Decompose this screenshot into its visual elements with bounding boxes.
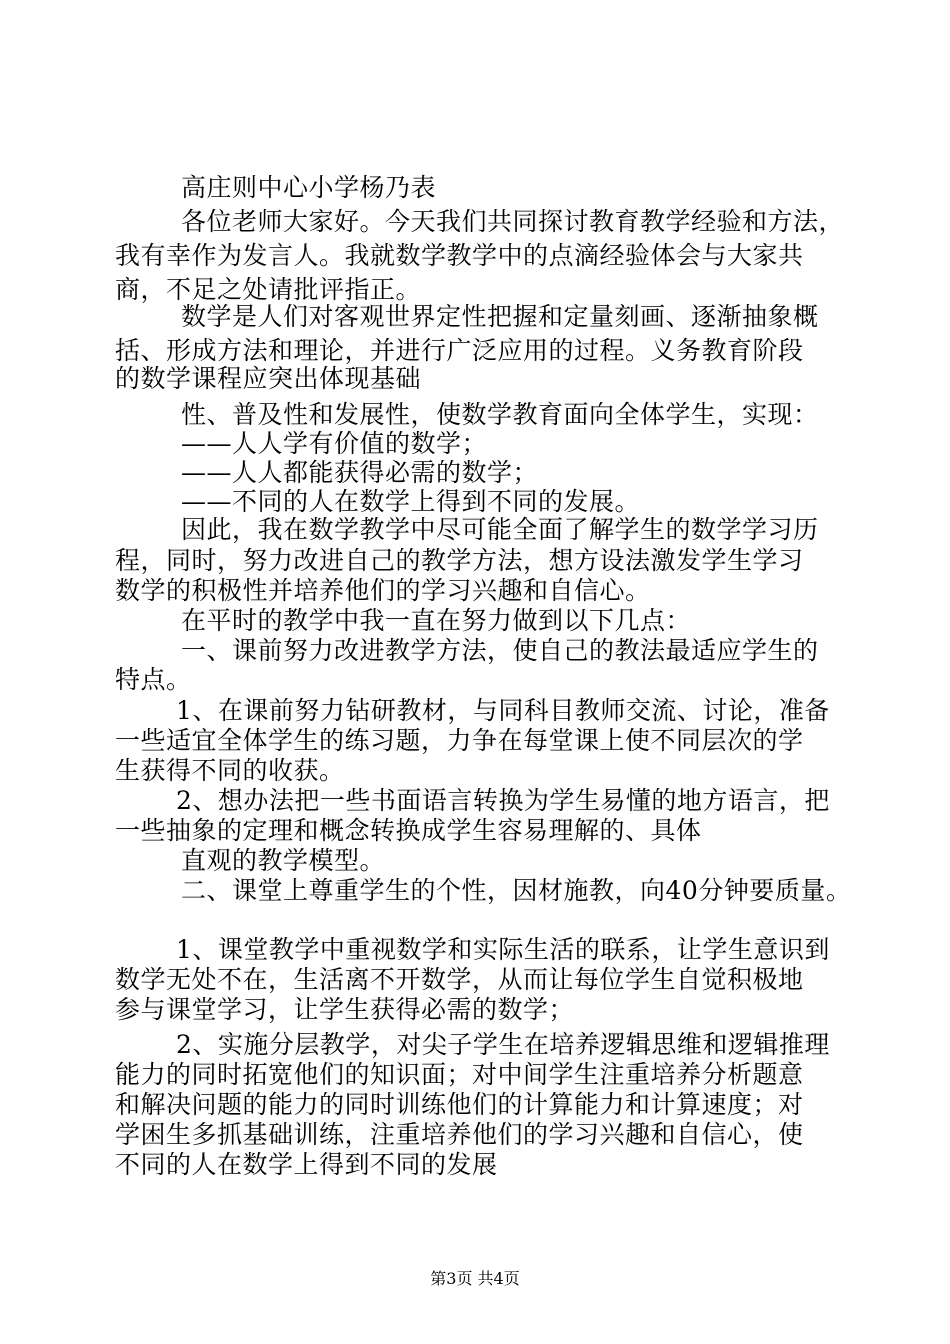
text-line: ——不同的人在数学上得到不同的发展。 (181, 487, 641, 516)
text-line: 特点。 (115, 665, 192, 694)
text-line: 二、课堂上尊重学生的个性，因材施教，向40分钟要质量。 (181, 876, 852, 905)
text-line: ——人人学有价值的数学； (181, 429, 488, 458)
text-line: 生获得不同的收获。 (115, 756, 345, 785)
text-line: 的数学课程应突出体现基础 (115, 364, 422, 393)
text-line: 数学是人们对客观世界定性把握和定量刻画、逐渐抽象概 (181, 302, 819, 331)
text-line: ——人人都能获得必需的数学； (181, 458, 539, 487)
text-line: 能力的同时拓宽他们的知识面；对中间学生注重培养分析题意 (115, 1060, 804, 1089)
text-line: 1、在课前努力钻研教材，与同科目教师交流、讨论，准备 (176, 696, 830, 725)
text-line: 1、课堂教学中重视数学和实际生活的联系，让学生意识到 (176, 935, 830, 964)
text-line: 一、课前努力改进教学方法，使自己的教法最适应学生的 (181, 636, 819, 665)
text-line: 学困生多抓基础训练，注重培养他们的学习兴趣和自信心，使 (115, 1120, 804, 1149)
page-footer: 第3页 共4页 (430, 1269, 520, 1288)
text-line: 直观的教学模型。 (181, 846, 386, 875)
text-line: 商，不足之处请批评指正。 (115, 275, 422, 304)
author-line: 高庄则中心小学杨乃表 (181, 173, 437, 202)
text-line: 性、普及性和发展性，使数学教育面向全体学生，实现： (181, 400, 819, 429)
text-line: 数学无处不在，生活离不开数学，从而让每位学生自觉积极地 (115, 965, 804, 994)
text-line: 程，同时，努力改进自己的教学方法，想方设法激发学生学习 (115, 546, 804, 575)
text-line: 2、实施分层教学，对尖子学生在培养逻辑思维和逻辑推理 (176, 1030, 830, 1059)
text-line: 参与课堂学习，让学生获得必需的数学； (115, 995, 575, 1024)
text-line: 和解决问题的能力的同时训练他们的计算能力和计算速度；对 (115, 1090, 804, 1119)
text-line: 括、形成方法和理论，并进行广泛应用的过程。义务教育阶段 (115, 336, 804, 365)
text-line: 不同的人在数学上得到不同的发展 (115, 1150, 498, 1179)
text-line: 我有幸作为发言人。我就数学教学中的点滴经验体会与大家共 (115, 241, 804, 270)
text-line: 因此，我在数学教学中尽可能全面了解学生的数学学习历 (181, 515, 819, 544)
text-line: 2、想办法把一些书面语言转换为学生易懂的地方语言，把 (176, 786, 830, 815)
text-line: 一些抽象的定理和概念转换成学生容易理解的、具体 (115, 816, 702, 845)
text-line: 各位老师大家好。今天我们共同探讨教育教学经验和方法， (181, 207, 845, 236)
text-line: 数学的积极性并培养他们的学习兴趣和自信心。 (115, 576, 651, 605)
text-line: 一些适宜全体学生的练习题，力争在每堂课上使不同层次的学 (115, 726, 804, 755)
text-line: 在平时的教学中我一直在努力做到以下几点： (181, 606, 692, 635)
